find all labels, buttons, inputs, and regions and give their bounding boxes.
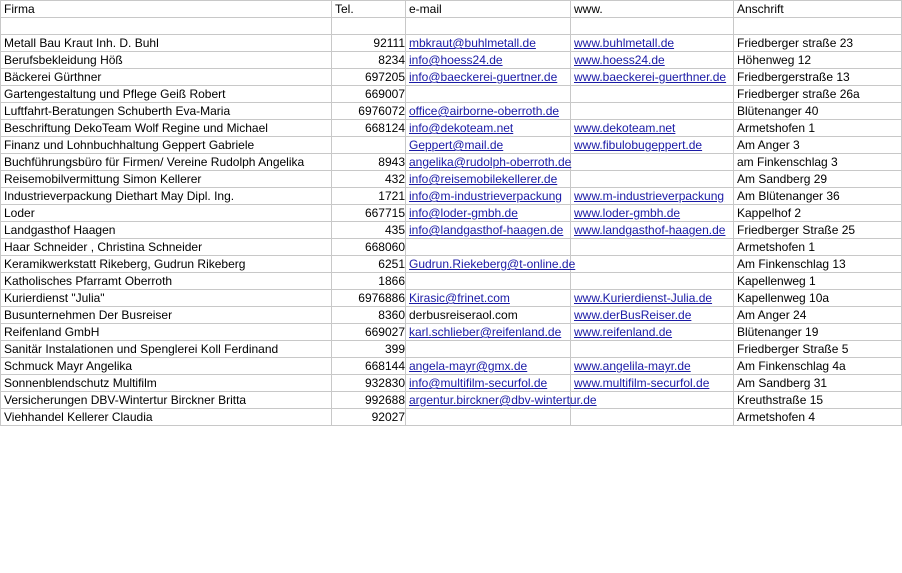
cell-www[interactable] bbox=[571, 69, 734, 86]
cell-www[interactable] bbox=[571, 103, 734, 120]
cell-email[interactable] bbox=[406, 35, 571, 52]
cell-www[interactable] bbox=[571, 188, 734, 205]
empty-cell[interactable] bbox=[571, 18, 734, 35]
cell-firma[interactable]: Schmuck Mayr Angelika bbox=[1, 358, 332, 375]
table-row bbox=[1, 409, 902, 426]
cell-firma[interactable]: Berufsbekleidung Höß bbox=[1, 52, 332, 69]
table-row bbox=[1, 307, 902, 324]
cell-email[interactable] bbox=[406, 103, 571, 120]
table-row bbox=[1, 273, 902, 290]
cell-tel[interactable]: 435 bbox=[332, 222, 406, 239]
cell-www[interactable] bbox=[571, 222, 734, 239]
table-row bbox=[1, 375, 902, 392]
table-row bbox=[1, 52, 902, 69]
cell-tel[interactable]: 399 bbox=[332, 341, 406, 358]
cell-anschrift[interactable]: Friedberger Straße 5 bbox=[734, 341, 902, 358]
header-email[interactable]: e-mail bbox=[406, 1, 571, 18]
cell-anschrift[interactable]: Höhenweg 12 bbox=[734, 52, 902, 69]
email-link[interactable]: info@loder-gmbh.de bbox=[409, 206, 518, 220]
cell-www[interactable] bbox=[571, 137, 734, 154]
cell-anschrift[interactable]: Friedbergerstraße 13 bbox=[734, 69, 902, 86]
cell-tel[interactable]: 992688 bbox=[332, 392, 406, 409]
cell-tel[interactable]: 8360 bbox=[332, 307, 406, 324]
cell-tel[interactable]: 432 bbox=[332, 171, 406, 188]
website-link[interactable]: www.baeckerei-guerthner.de bbox=[574, 70, 727, 84]
cell-tel[interactable]: 932830 bbox=[332, 375, 406, 392]
website-link[interactable]: www.loder-gmbh.de bbox=[574, 206, 681, 220]
email-link[interactable]: info@multifilm-securfol.de bbox=[409, 376, 548, 390]
email-link[interactable]: info@hoess24.de bbox=[409, 53, 503, 67]
table-row bbox=[1, 239, 902, 256]
cell-firma[interactable]: Haar Schneider , Christina Schneider bbox=[1, 239, 332, 256]
cell-firma[interactable]: Busunternehmen Der Busreiser bbox=[1, 307, 332, 324]
table-row bbox=[1, 188, 902, 205]
table-row bbox=[1, 392, 902, 409]
cell-tel[interactable]: 668144 bbox=[332, 358, 406, 375]
cell-email[interactable] bbox=[406, 375, 571, 392]
website-link[interactable]: www.m-industrieverpackung bbox=[574, 189, 725, 203]
cell-tel[interactable]: 668060 bbox=[332, 239, 406, 256]
cell-www[interactable] bbox=[571, 375, 734, 392]
cell-tel[interactable]: 669007 bbox=[332, 86, 406, 103]
table-row bbox=[1, 120, 902, 137]
cell-www[interactable] bbox=[571, 205, 734, 222]
cell-firma[interactable]: Kurierdienst "Julia" bbox=[1, 290, 332, 307]
email-link[interactable]: karl.schlieber@reifenland.de bbox=[409, 325, 562, 339]
cell-firma[interactable]: Viehhandel Kellerer Claudia bbox=[1, 409, 332, 426]
cell-tel[interactable]: 8234 bbox=[332, 52, 406, 69]
cell-www[interactable] bbox=[571, 409, 734, 426]
cell-www[interactable] bbox=[571, 307, 734, 324]
cell-anschrift[interactable]: Kapellenweg 1 bbox=[734, 273, 902, 290]
cell-www[interactable] bbox=[571, 52, 734, 69]
header-firma[interactable]: Firma bbox=[1, 1, 332, 18]
cell-anschrift[interactable]: Kreuthstraße 15 bbox=[734, 392, 902, 409]
website-link[interactable]: www.Kurierdienst-Julia.de bbox=[574, 291, 713, 305]
cell-www[interactable] bbox=[571, 341, 734, 358]
cell-anschrift[interactable]: Am Blütenanger 36 bbox=[734, 188, 902, 205]
cell-email[interactable] bbox=[406, 239, 571, 256]
cell-firma[interactable]: Bäckerei Gürthner bbox=[1, 69, 332, 86]
cell-firma[interactable]: Reifenland GmbH bbox=[1, 324, 332, 341]
cell-tel[interactable]: 92111 bbox=[332, 35, 406, 52]
cell-email[interactable] bbox=[406, 341, 571, 358]
empty-cell[interactable] bbox=[734, 18, 902, 35]
email-link[interactable]: info@m-industrieverpackung bbox=[409, 189, 562, 203]
cell-tel[interactable]: 6976072 bbox=[332, 103, 406, 120]
cell-email[interactable] bbox=[406, 137, 571, 154]
cell-anschrift[interactable]: Armetshofen 1 bbox=[734, 120, 902, 137]
email-link[interactable]: Kirasic@frinet.com bbox=[409, 291, 510, 305]
cell-firma[interactable]: Versicherungen DBV-Wintertur Birckner Britta bbox=[1, 392, 332, 409]
cell-anschrift[interactable]: Am Anger 3 bbox=[734, 137, 902, 154]
website-link[interactable]: www.buhlmetall.de bbox=[574, 36, 675, 50]
cell-anschrift[interactable]: Blütenanger 40 bbox=[734, 103, 902, 120]
email-link[interactable]: info@reisemobilekellerer.de bbox=[409, 172, 558, 186]
header-tel[interactable]: Tel. bbox=[332, 1, 406, 18]
table-row bbox=[1, 137, 902, 154]
cell-email[interactable] bbox=[406, 324, 571, 341]
table-row bbox=[1, 341, 902, 358]
email-link[interactable]: Gudrun.Riekeberg@t-online.de bbox=[409, 257, 576, 271]
cell-anschrift[interactable]: am Finkenschlag 3 bbox=[734, 154, 902, 171]
cell-email[interactable] bbox=[406, 52, 571, 69]
email-link[interactable]: angela-mayr@gmx.de bbox=[409, 359, 528, 373]
cell-www[interactable] bbox=[571, 256, 734, 273]
empty-cell[interactable] bbox=[406, 18, 571, 35]
cell-anschrift[interactable]: Friedberger straße 26a bbox=[734, 86, 902, 103]
cell-anschrift[interactable]: Am Sandberg 29 bbox=[734, 171, 902, 188]
cell-www[interactable] bbox=[571, 324, 734, 341]
cell-firma[interactable]: Beschriftung DekoTeam Wolf Regine und Michael bbox=[1, 120, 332, 137]
cell-email[interactable] bbox=[406, 205, 571, 222]
cell-email[interactable] bbox=[406, 256, 576, 273]
cell-email[interactable] bbox=[406, 290, 571, 307]
website-link[interactable]: www.multifilm-securfol.de bbox=[574, 376, 710, 390]
cell-email[interactable] bbox=[406, 409, 571, 426]
empty-row bbox=[1, 18, 902, 35]
cell-anschrift[interactable]: Am Finkenschlag 4a bbox=[734, 358, 902, 375]
cell-tel[interactable]: 669027 bbox=[332, 324, 406, 341]
email-link[interactable]: Geppert@mail.de bbox=[409, 138, 504, 152]
cell-www[interactable] bbox=[571, 120, 734, 137]
empty-cell[interactable] bbox=[332, 18, 406, 35]
table-row bbox=[1, 358, 902, 375]
cell-email[interactable] bbox=[406, 120, 571, 137]
cell-firma[interactable]: Reisemobilvermittung Simon Kellerer bbox=[1, 171, 332, 188]
table-row bbox=[1, 69, 902, 86]
website-link[interactable]: www.fibulobugeppert.de bbox=[574, 138, 703, 152]
cell-email[interactable] bbox=[406, 154, 571, 171]
cell-email[interactable] bbox=[406, 69, 571, 86]
cell-tel[interactable]: 6976886 bbox=[332, 290, 406, 307]
cell-firma[interactable]: Loder bbox=[1, 205, 332, 222]
cell-anschrift[interactable]: Armetshofen 1 bbox=[734, 239, 902, 256]
email-link[interactable]: info@dekoteam.net bbox=[409, 121, 514, 135]
table-row bbox=[1, 222, 902, 239]
cell-anschrift[interactable]: Friedberger Straße 25 bbox=[734, 222, 902, 239]
cell-tel[interactable]: 697205 bbox=[332, 69, 406, 86]
cell-anschrift[interactable]: Kappelhof 2 bbox=[734, 205, 902, 222]
website-link[interactable]: www.reifenland.de bbox=[574, 325, 673, 339]
cell-firma[interactable]: Sonnenblendschutz Multifilm bbox=[1, 375, 332, 392]
cell-firma[interactable]: Buchführungsbüro für Firmen/ Vereine Rudolph Angelika bbox=[1, 154, 332, 171]
cell-anschrift[interactable]: Am Anger 24 bbox=[734, 307, 902, 324]
table-row bbox=[1, 35, 902, 52]
email-link[interactable]: angelika@rudolph-oberroth.de bbox=[409, 155, 572, 169]
empty-cell[interactable] bbox=[1, 18, 332, 35]
cell-email[interactable] bbox=[406, 392, 597, 409]
cell-tel[interactable]: 1721 bbox=[332, 188, 406, 205]
cell-www[interactable] bbox=[571, 86, 734, 103]
email-link[interactable]: mbkraut@buhlmetall.de bbox=[409, 36, 536, 50]
cell-tel[interactable]: 1866 bbox=[332, 273, 406, 290]
table-row bbox=[1, 205, 902, 222]
header-row bbox=[1, 1, 902, 18]
cell-firma[interactable]: Katholisches Pfarramt Oberroth bbox=[1, 273, 332, 290]
cell-tel[interactable]: 667715 bbox=[332, 205, 406, 222]
table-row bbox=[1, 154, 902, 171]
table-row bbox=[1, 171, 902, 188]
cell-tel[interactable] bbox=[332, 137, 406, 154]
cell-firma[interactable]: Landgasthof Haagen bbox=[1, 222, 332, 239]
cell-tel[interactable]: 668124 bbox=[332, 120, 406, 137]
cell-email[interactable] bbox=[406, 188, 571, 205]
cell-anschrift[interactable]: Am Finkenschlag 13 bbox=[734, 256, 902, 273]
cell-www[interactable] bbox=[571, 154, 734, 171]
cell-email[interactable]: derbusreiseraol.com bbox=[406, 307, 571, 324]
cell-anschrift[interactable]: Kapellenweg 10a bbox=[734, 290, 902, 307]
email-link[interactable]: argentur.birckner@dbv-wintertur.de bbox=[409, 393, 597, 407]
cell-www[interactable] bbox=[571, 273, 734, 290]
website-link[interactable]: www.landgasthof-haagen.de bbox=[574, 223, 726, 237]
cell-www[interactable] bbox=[571, 358, 734, 375]
cell-www[interactable] bbox=[571, 290, 734, 307]
table-row bbox=[1, 256, 902, 273]
cell-www[interactable] bbox=[571, 239, 734, 256]
cell-email[interactable] bbox=[406, 222, 571, 239]
cell-anschrift[interactable]: Am Sandberg 31 bbox=[734, 375, 902, 392]
cell-firma[interactable]: Industrieverpackung Diethart May Dipl. Ing. bbox=[1, 188, 332, 205]
cell-firma[interactable]: Metall Bau Kraut Inh. D. Buhl bbox=[1, 35, 332, 52]
table-row bbox=[1, 324, 902, 341]
email-link[interactable]: office@airborne-oberroth.de bbox=[409, 104, 560, 118]
cell-email[interactable] bbox=[406, 86, 571, 103]
table-row bbox=[1, 103, 902, 120]
cell-firma[interactable]: Gartengestaltung und Pflege Geiß Robert bbox=[1, 86, 332, 103]
cell-firma[interactable]: Sanitär Instalationen und Spenglerei Koll Ferdinand bbox=[1, 341, 332, 358]
header-anschrift[interactable]: Anschrift bbox=[734, 1, 902, 18]
website-link[interactable]: www.hoess24.de bbox=[574, 53, 665, 67]
cell-anschrift[interactable]: Armetshofen 4 bbox=[734, 409, 902, 426]
table-row bbox=[1, 290, 902, 307]
cell-email[interactable] bbox=[406, 171, 571, 188]
table-row bbox=[1, 86, 902, 103]
website-link[interactable]: www.dekoteam.net bbox=[574, 121, 676, 135]
cell-firma[interactable]: Luftfahrt-Beratungen Schuberth Eva-Maria bbox=[1, 103, 332, 120]
email-link[interactable]: info@landgasthof-haagen.de bbox=[409, 223, 564, 237]
cell-tel[interactable]: 8943 bbox=[332, 154, 406, 171]
cell-tel[interactable]: 6251 bbox=[332, 256, 406, 273]
cell-www[interactable] bbox=[571, 35, 734, 52]
cell-email[interactable] bbox=[406, 358, 571, 375]
email-link[interactable]: info@baeckerei-guertner.de bbox=[409, 70, 558, 84]
header-www[interactable]: www. bbox=[571, 1, 734, 18]
cell-www[interactable] bbox=[571, 171, 734, 188]
cell-anschrift[interactable]: Blütenanger 19 bbox=[734, 324, 902, 341]
cell-anschrift[interactable]: Friedberger straße 23 bbox=[734, 35, 902, 52]
cell-email[interactable] bbox=[406, 273, 571, 290]
cell-firma[interactable]: Keramikwerkstatt Rikeberg, Gudrun Rikeberg bbox=[1, 256, 332, 273]
website-link[interactable]: www.derBusReiser.de bbox=[574, 308, 692, 322]
cell-firma[interactable]: Finanz und Lohnbuchhaltung Geppert Gabriele bbox=[1, 137, 332, 154]
website-link[interactable]: www.angelila-mayr.de bbox=[574, 359, 691, 373]
cell-tel[interactable]: 92027 bbox=[332, 409, 406, 426]
